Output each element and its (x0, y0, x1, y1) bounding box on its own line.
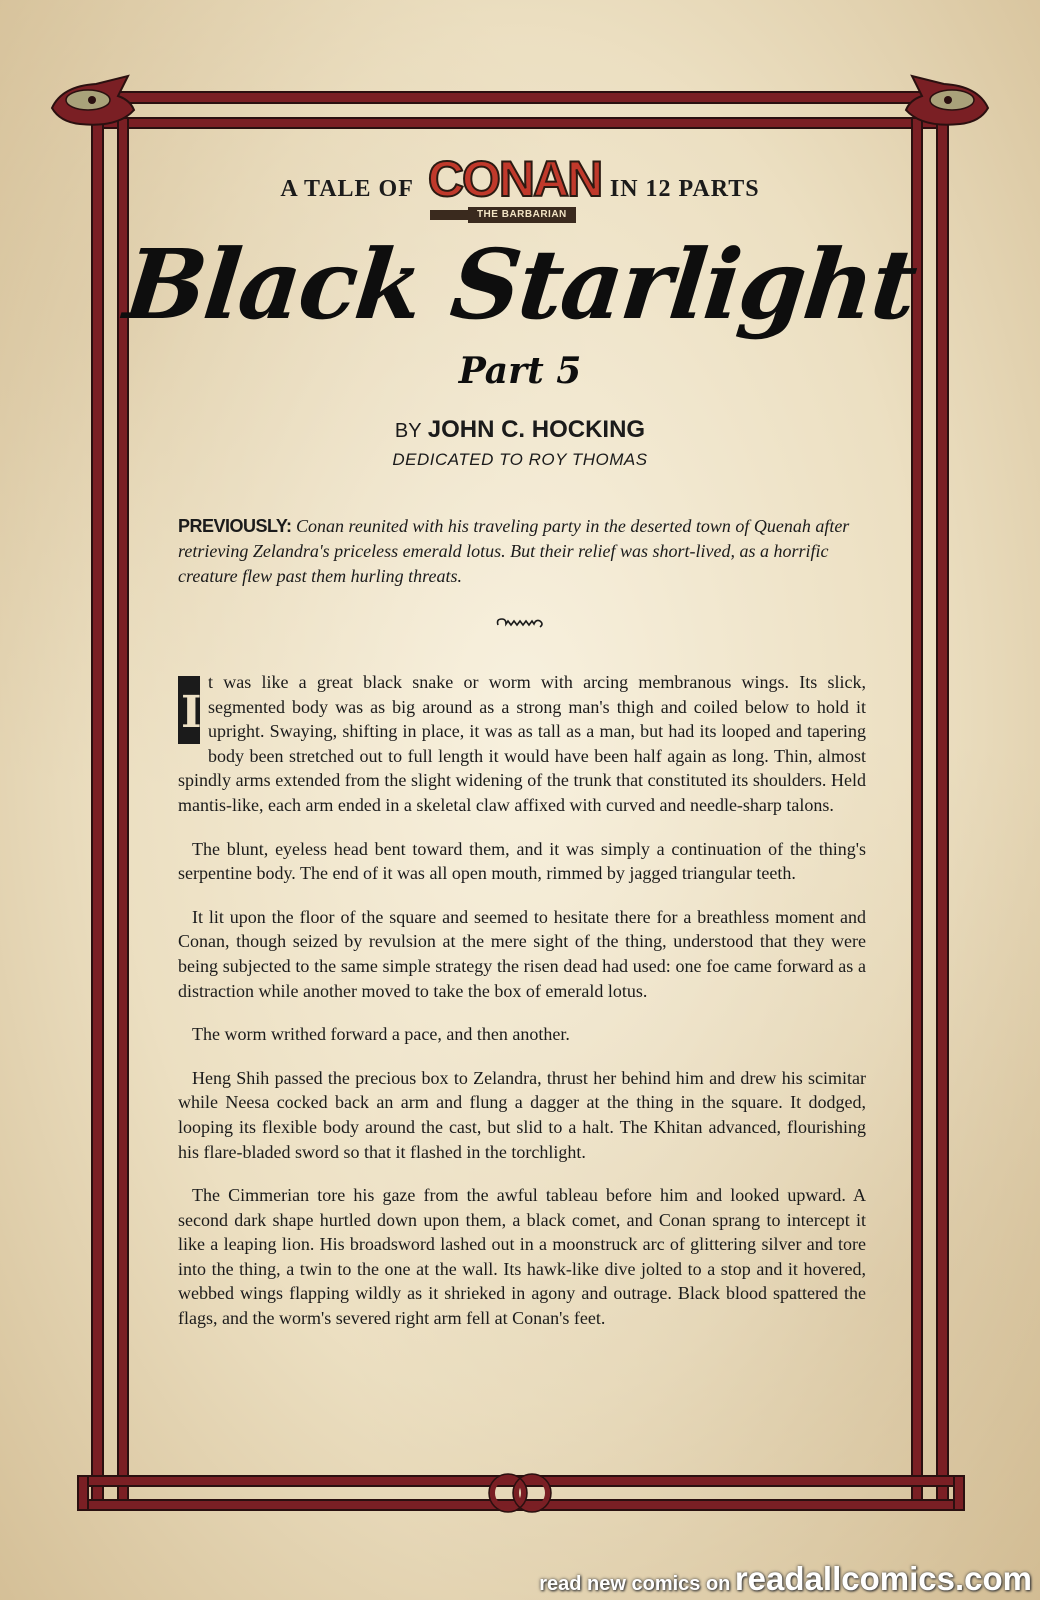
sword-icon (430, 210, 468, 220)
watermark-prefix: read new comics on (539, 1573, 731, 1595)
logo-word: CONAN (427, 151, 602, 207)
previously-label: PREVIOUSLY: (178, 516, 292, 536)
series-header (0, 150, 1040, 228)
byline-by: BY (394, 420, 422, 442)
story-paragraph (178, 670, 866, 818)
dragon-head-icon (52, 76, 134, 125)
part-number: Part 5 (458, 350, 582, 392)
conan-logo (427, 150, 602, 228)
story-title: Black Starlight (119, 228, 921, 341)
paragraph-text: t was like a great black snake or worm with arcing membranous wings. Its slick, segmented body was as big around as a strong man's thigh and coiled below to hold it upright. Swaying, shifting in place, it was as tall as a man, but had its looped and tapering body been stretched out to full length it would have been half again as long. Thin, almost spindly arms extended from the slight widening of the trunk that constituted its shoulders. Held mantis-like, each arm ended in a skeletal claw affixed with curved and needle-sharp talons. (178, 672, 866, 815)
logo-subtitle: THE BARBARIAN (468, 207, 576, 223)
dedication: DEDICATED TO ROY THOMAS (392, 450, 648, 469)
story-paragraph: The worm writhed forward a pace, and then another. (192, 1024, 570, 1045)
celtic-knot-icon (492, 1477, 548, 1509)
story-body (178, 670, 866, 1350)
site-watermark (539, 1560, 1032, 1598)
flourish-ornament-icon (494, 615, 546, 631)
header-suffix: IN 12 PARTS (609, 175, 760, 202)
byline (0, 416, 1040, 444)
previously-summary (178, 514, 866, 589)
story-paragraph: It lit upon the floor of the square and seemed to hesitate there for a breathless moment and Conan, though seized by revulsion at the mere sight of the thing, understood that they were being subjected to the same simple strategy the risen dead had used: one foe came forward as a distraction while another moved to take the box of emerald lotus. (178, 906, 866, 1001)
story-paragraph: The Cimmerian tore his gaze from the awful tableau before him and looked upward. A second dark shape hurtled down upon them, a black comet, and Conan sprang to intercept it like a leaping lion. His broadsword lashed out in a moonstruck arc of glittering silver and tore into the thing, a twin to the one at the wall. Its hawk-like dive jolted to a stop and it hovered, webbed wings flapping wildly as it shrieked in agony and outrage. Black blood spattered the flags, and the worm's severed right arm fell at Conan's feet. (178, 1185, 866, 1329)
story-paragraph: Heng Shih passed the precious box to Zelandra, thrust her behind him and drew his scimitar while Neesa cocked back an arm and flung a dagger at the thing in the square. It dodged, looping its flexible body around the cast, but slid to a halt. The Khitan advanced, flourishing his flare-bladed sword so that it flashed in the torchlight. (178, 1067, 866, 1162)
author-name: JOHN C. HOCKING (427, 416, 646, 443)
previously-text: Conan reunited with his traveling party in the deserted town of Quenah after retrieving Zelandra's priceless emerald lotus. But their relief was short-lived, as a horrific creature flew past them hurling threats. (178, 516, 850, 586)
drop-cap: I (178, 676, 200, 744)
header-prefix: A TALE OF (280, 175, 414, 202)
watermark-site: readallcomics.com (734, 1560, 1032, 1597)
story-paragraph: The blunt, eyeless head bent toward them, and it was simply a continuation of the thing's serpentine body. The end of it was all open mouth, rimmed by jagged triangular teeth. (178, 838, 866, 884)
dragon-head-icon (906, 76, 988, 125)
